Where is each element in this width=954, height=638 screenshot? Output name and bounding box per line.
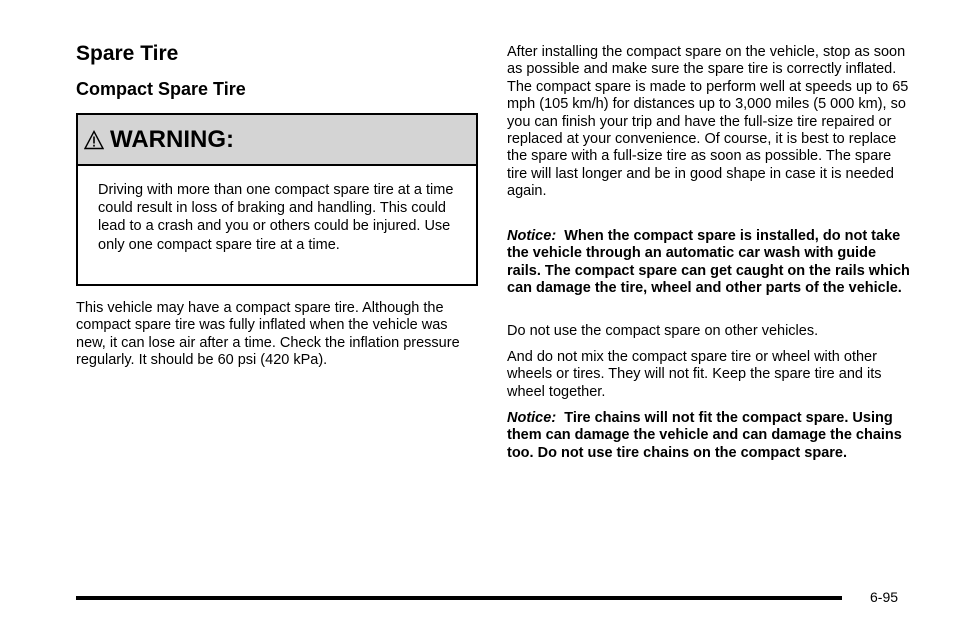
page-number: 6-95 <box>870 589 899 605</box>
notice-2 <box>507 410 912 462</box>
notice-2-label: Notice: <box>507 410 557 426</box>
section-heading: Spare Tire <box>76 42 179 65</box>
right-paragraph-2: Do not use the compact spare on other vehicles. <box>507 323 819 339</box>
warning-title: WARNING: <box>110 125 234 153</box>
left-paragraph: This vehicle may have a compact spare tire. Although the compact spare tire was fully inflated when the vehicle was new, it can lose air after a time. Check the inflation pressure regularly. It should be 60 psi (420 kPa). <box>76 300 460 369</box>
warning-header <box>78 115 476 166</box>
subsection-heading: Compact Spare Tire <box>76 79 246 99</box>
notice-2-text: Tire chains will not fit the compact spare. Using them can damage the vehicle and can damage the chains too. Do not use tire chains on the compact spare. <box>507 410 902 461</box>
notice-1-text: When the compact spare is installed, do not take the vehicle through an automatic car wash with guide rails. The compact spare can get caught on the rails which can damage the tire, wheel and other parts of the vehicle. <box>507 228 910 297</box>
right-paragraph-1: After installing the compact spare on the vehicle, stop as soon as possible and make sure the spare tire is correctly inflated. The compact spare is made to perform well at speeds up to 65 mph (105 km/h) for distances up to 3,000 miles (5 000 km), so you can finish your trip and have the full-size tire repaired or replaced at your convenience. Of course, it is best to replace the spare with a full-size tire as soon as possible. The spare tire will last longer and be in good shape in case it is needed again. <box>507 44 909 200</box>
footer-rule <box>76 596 842 600</box>
warning-triangle-icon <box>84 130 104 150</box>
right-paragraph-3: And do not mix the compact spare tire or wheel with other wheels or tires. They will not fit. Keep the spare tire and its wheel together. <box>507 349 882 400</box>
warning-body: Driving with more than one compact spare tire at a time could result in loss of braking and handling. This could lead to a crash and you or others could be injured. Use only one compact spare tire at a time. <box>98 182 454 253</box>
notice-1 <box>507 228 912 298</box>
warning-box <box>76 113 478 286</box>
notice-1-label: Notice: <box>507 228 557 244</box>
